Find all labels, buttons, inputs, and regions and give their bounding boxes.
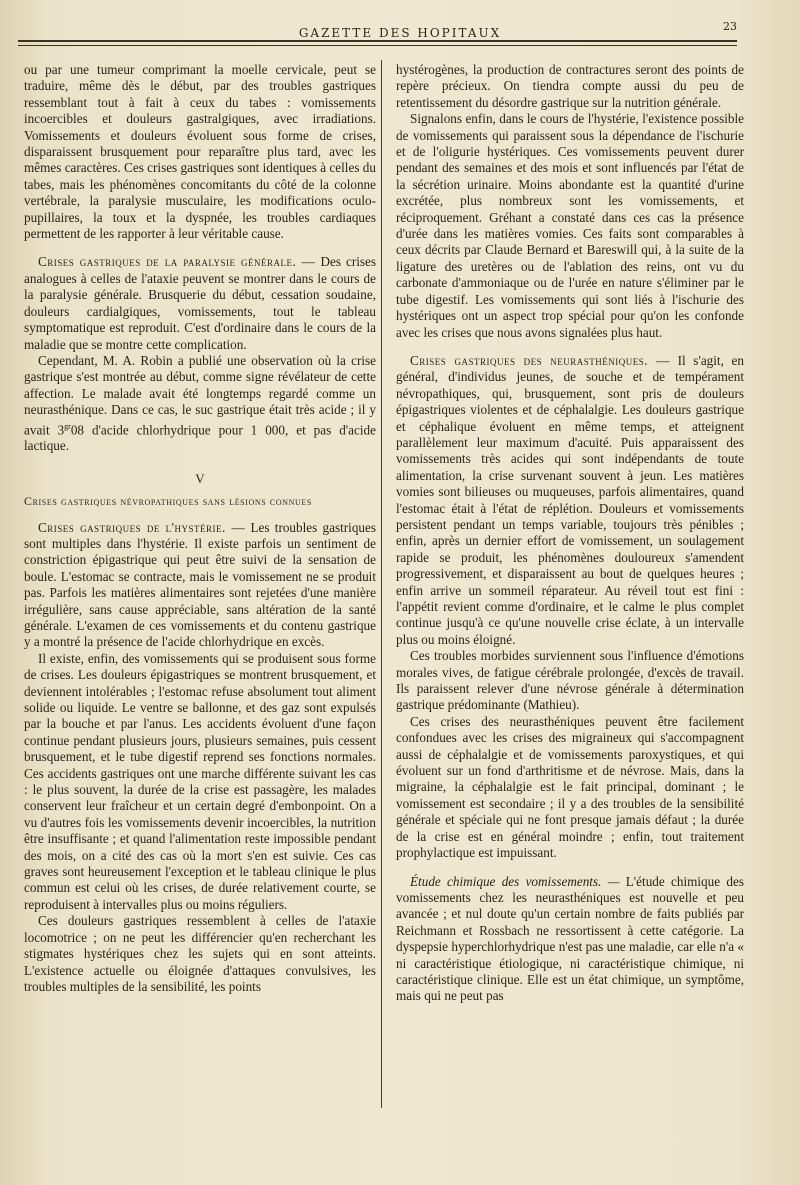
header-rule: [18, 40, 737, 42]
paragraph-body: Les troubles gastriques sont multiples dans l'hystérie. Il existe parfois un sentiment de constriction épigastrique qui peut être suivi de la sensation de boule. L'estomac se contracte, mais le vomissement ne se produit pas. Parfois les matières alimentaires sont rejetées d'une manière irrégulière, sans cause appréciable, sans altération de la santé générale. L'examen de ces vomissements et du contenu gastrique y a montré la présence de l'acide chlorhydrique en excès.: [24, 519, 377, 650]
superscript: gr: [64, 421, 71, 431]
paragraph-text: Cependant, M. A. Robin a publié une observation où la crise gastrique s'est montrée au début, comme signe révélateur de cette affection. Le malade avait été longtemps regardé comme un neurasthénique. Dans ce cas, le suc gastrique était très acide ; il y avait 3: [24, 352, 376, 437]
paragraph: [24, 353, 376, 455]
page-number: 23: [723, 20, 737, 33]
chapter-number: V: [195, 470, 205, 486]
left-column: [24, 62, 376, 995]
paragraph-body: Il s'agit, en général, d'individus jeunes, de souche et de tempérament névropathiques, qui, brusquement, sont pris de douleurs épigastriques violentes et de céphalalgie. Les douleurs gastrique et céphalique évoluent en même temps, et atteignent parallèlement leur maximum d'acuité. Puis apparaissent des vomissements très acides qui sont indépendants de toute alimentation, la crise survenant souvent à jeun. Les matières vomies sont bilieuses ou muqueuses, parfois alimentaires, quand l'estomac était à l'état de réplétion. Douleurs et vomissements persistent pendant un temps variable, toujours très pénibles ; enfin, après un dernier effort de vomissement, un soulagement rapide se produit, les phénomènes douloureux s'amendent progressivement, et disparaissent au bout de quelques heures ; enfin arrive un sommeil réparateur. Au réveil tout est fini : l'appétit revient comme d'ordinaire, et le calme le plus complet continue jusqu'à ce qu'une nouvelle crise éclate, à un intervalle plus ou moins éloigné.: [396, 352, 744, 647]
run-in-heading: Crises gastriques de l'hystérie. —: [38, 519, 246, 535]
header-rule-thin: [18, 45, 737, 46]
column-divider: [381, 60, 382, 1108]
paragraph: ou par une tumeur comprimant la moelle cervicale, peut se traduire, même dès le début, par des troubles gastriques ressemblant tout à fait à ceux du tabes : vomissements incoercibles et douleurs gastralgiques, avec irradiations. Vomissements et douleurs évoluent sous forme de crises, disparaissent brusquement pour reparaître plus tard, avec les mêmes caractères. Ces crises gastriques sont identiques à celles du tabes, mais les phénomènes concomitants du côté de la colonne vertébrale, la paralysie musculaire, les modifications oculo-pupillaires, la toux et la dyspnée, les troubles cardiaques permettent de les rapporter à leur véritable cause.: [24, 62, 376, 242]
run-in-heading: Étude chimique des vomissements. —: [410, 873, 620, 889]
section-title: Crises gastriques névropathiques sans lésions connues: [24, 494, 312, 509]
run-in-heading: Crises gastriques de la paralysie générale. —: [38, 254, 316, 270]
paragraph: [396, 874, 744, 1005]
paragraph: Signalons enfin, dans le cours de l'hystérie, l'existence possible de vomissements qui paraissent sous la dépendance de l'ischurie et de l'oligurie hystériques. Ces vomissements peuvent durer pendant des semaines et des mois et sont influencés par l'état de la sécrétion urinaire. Moins abondante est la quantité d'urine excrétée, plus nombreux sont les vomissements, et réciproquement. Gréhant a constaté dans ces cas la présence d'urée dans les matières vomies. Ces faits sont comparables à ceux décrits par Claude Bernard et Bareswill qui, à la suite de la ligature des uretères ou de l'ablation des reins, ont vu du carbonate d'ammoniaque ou de l'urée en nature s'éliminer par le tube digestif. Les vomissements qui sont liés à l'ischurie des hystériques ont un aspect trop spécial pour qu'on les confonde avec les crises que nous avons signalées plus haut.: [396, 111, 744, 340]
paragraph-body: Des crises analogues à celles de l'ataxie peuvent se montrer dans le cours de la paralysie générale. Brusquerie du début, cessation soudaine, douleurs cardialgiques, vomissements, tout le tableau symptomatique est reproduit. C'est d'ordinaire dans le cours de la maladie que se montre cette complication.: [24, 254, 376, 352]
paragraph: Il existe, enfin, des vomissements qui se produisent sous forme de crises. Les douleurs épigastriques se montrent brusquement, et deviennent intolérables ; l'estomac refuse absolument tout aliment solide ou liquide. Le ventre se ballonne, et des gaz sont expulsés par la bouche et par l'anus. Les accidents évoluent d'une façon continue pendant plusieurs jours, plusieurs semaines, puis cessent brusquement, et le tube digestif reprend ses fonctions normales. Ces accidents gastriques ont une marche différente suivant les cas : le plus souvent, la durée de la crise est passagère, les malades conservent leur fraîcheur et un certain degré d'embonpoint. On a vu d'autres fois les vomissements devenir incoercibles, la nutrition être insuffisante ; et quand l'alimentation reste impossible pendant des mois, on a cité des cas où la mort s'en est suivie. Ces cas graves sont heureusement l'exception et le tableau clinique le plus commun est celui où les crises, de durée relativement courte, se reproduisent à intervalles plus ou moins réguliers.: [24, 650, 376, 912]
right-column: [396, 62, 744, 1005]
paragraph-body: L'étude chimique des vomissements chez les neurasthéniques est nouvelle et peu avancée ; et nul doute qu'un certain nombre de faits publiés par Reichmann et Rossbach ne ressortissent à cette catégorie. La dyspepsie hyperchlorhydrique n'est pas une maladie, car elle n'a « ni caractéristique étiologique, ni caractéristique chimique, ni caractéristique clinique. Elle est un état chimique, un symptôme, mais qui ne peut pas: [396, 873, 744, 1004]
paragraph: [24, 254, 376, 352]
running-header: [0, 22, 800, 38]
paragraph: Ces troubles morbides surviennent sous l'influence d'émotions morales vives, de fatigue cérébrale prolongée, d'excès de travail. Ils paraissent relever d'une névrose générale à détermination gastrique prédominante (Mathieu).: [396, 648, 744, 713]
paragraph: Ces douleurs gastriques ressemblent à celles de l'ataxie locomotrice ; on ne peut les différencier qu'en recherchant les stigmates hystériques chez les sujets qui en sont atteints. L'existence actuelle ou éloignée d'attaques convulsives, les troubles multiples de la sensibilité, les points: [24, 913, 376, 994]
paragraph: Ces crises des neurasthéniques peuvent être facilement confondues avec les crises des migraineux qui s'accompagnent aussi de céphalalgie et de vomissements paroxystiques, et qui évoluent sur un fond d'arthritisme et de névrose. Mais, dans la migraine, la céphalalgie est le fait principal, dominant ; le vomissement est secondaire ; il y a des troubles de la sensibilité générale et spéciale qui ne font presque jamais défaut ; la durée de la crise est en général moindre ; enfin, tout traitement prophylactique est impuissant.: [396, 713, 744, 861]
paragraph: [396, 353, 744, 648]
paragraph-text: 08 d'acide chlorhydrique pour 1 000, et pas d'acide lactique.: [24, 421, 376, 454]
paragraph: hystérogènes, la production de contractures seront des points de repère précieux. On tiendra compte aussi du peu de retentissement du désordre gastrique sur la nutrition générale.: [396, 62, 744, 110]
paragraph: [24, 520, 376, 651]
journal-title: GAZETTE DES HOPITAUX: [298, 26, 502, 40]
run-in-heading: Crises gastriques des neurasthéniques. —: [410, 352, 670, 368]
